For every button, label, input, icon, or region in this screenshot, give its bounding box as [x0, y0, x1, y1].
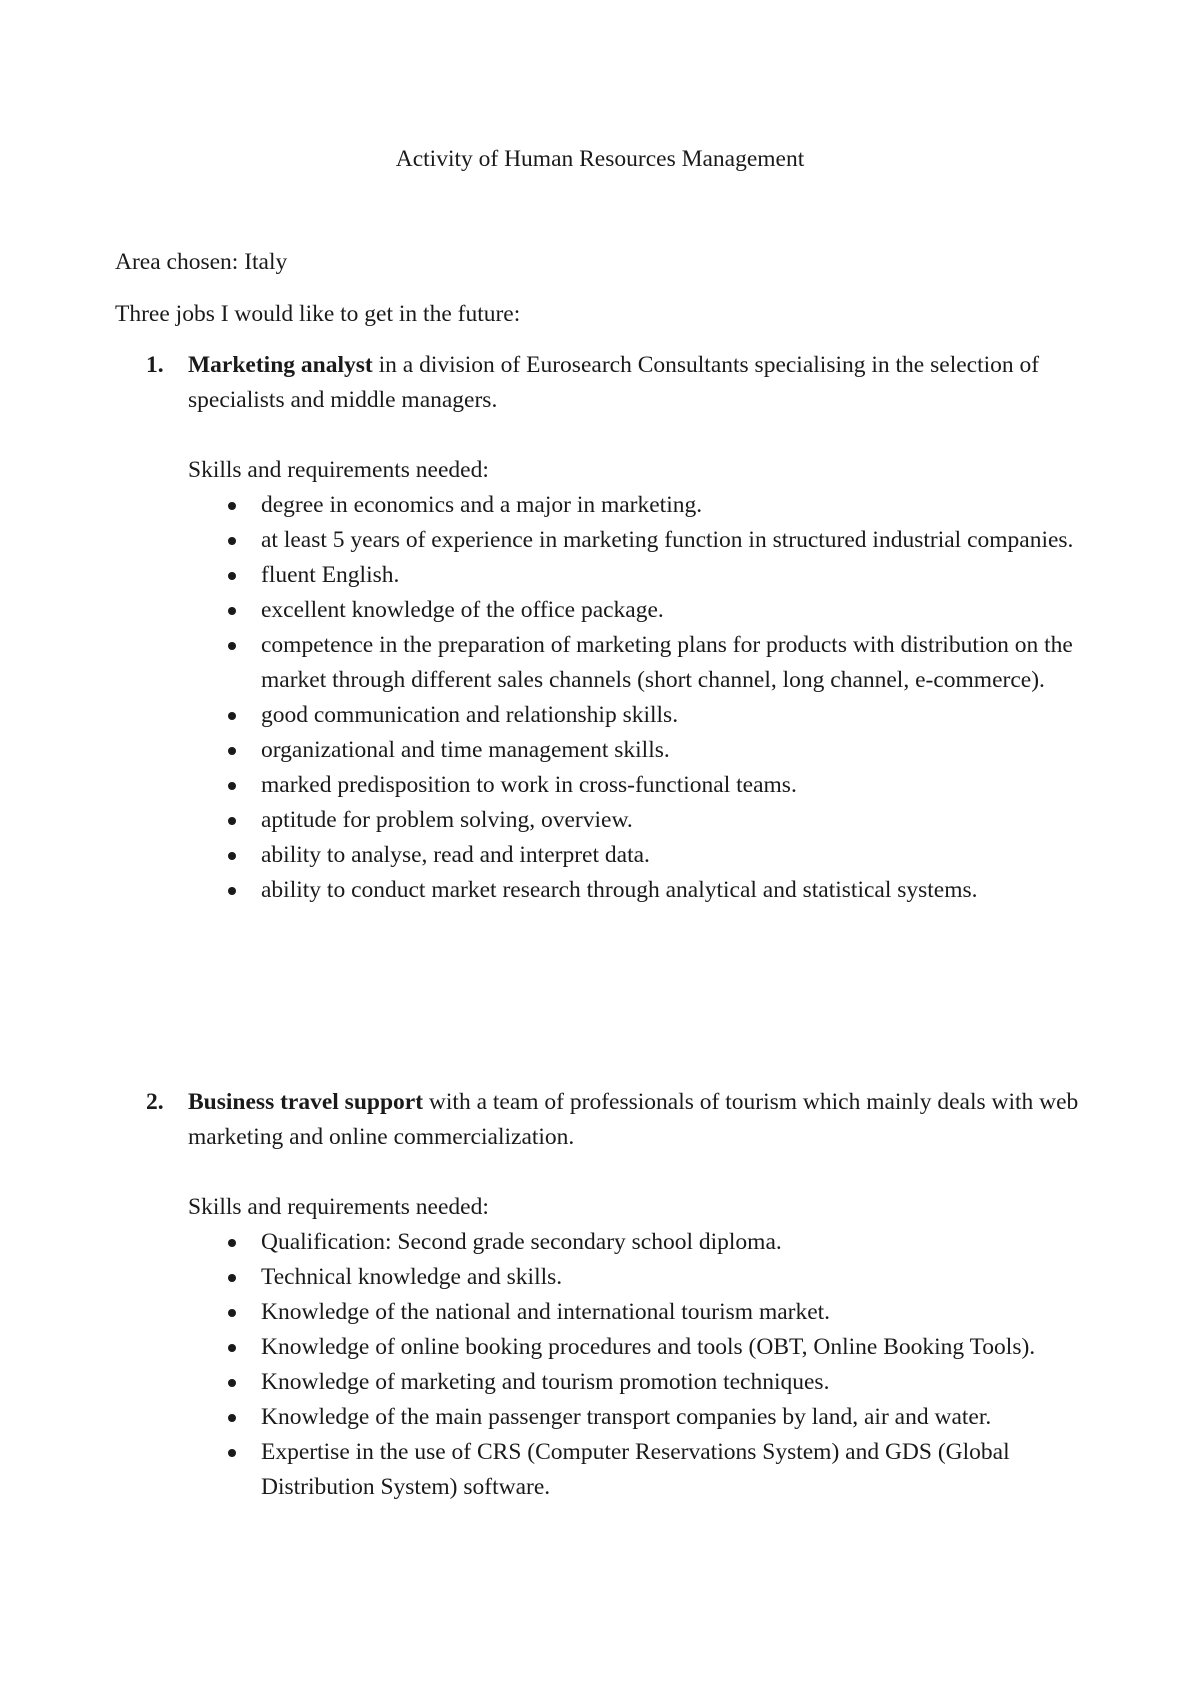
bullet-icon: [228, 1449, 236, 1457]
requirements-list: [0, 1225, 1200, 1505]
requirement-text: Knowledge of the national and international tourism market.: [261, 1299, 831, 1325]
requirements-list: [0, 488, 1200, 908]
bullet-icon: [228, 572, 236, 580]
requirement-item: [261, 733, 1090, 768]
bullet-icon: [228, 782, 236, 790]
requirement-text: ability to conduct market research through analytical and statistical systems.: [261, 877, 978, 903]
requirement-text: marked predisposition to work in cross-functional teams.: [261, 772, 797, 798]
requirement-item: [261, 873, 1090, 908]
job-number: 1.: [146, 352, 164, 378]
bullet-icon: [228, 1239, 236, 1247]
requirement-item: [261, 558, 1090, 593]
requirement-text: Knowledge of marketing and tourism promotion techniques.: [261, 1369, 830, 1395]
bullet-icon: [228, 712, 236, 720]
requirement-text: organizational and time management skills.: [261, 737, 670, 763]
requirement-item: [261, 1435, 1090, 1505]
job-heading: [0, 1085, 1200, 1155]
bullet-icon: [228, 1309, 236, 1317]
requirement-text: competence in the preparation of marketing plans for products with distribution on the market through different sales channels (short channel, long channel, e-commerce).: [261, 632, 1073, 693]
bullet-icon: [228, 1344, 236, 1352]
requirement-text: Knowledge of the main passenger transport companies by land, air and water.: [261, 1404, 992, 1430]
requirement-item: [261, 1365, 1090, 1400]
requirement-text: Technical knowledge and skills.: [261, 1264, 563, 1290]
requirement-text: excellent knowledge of the office package.: [261, 597, 664, 623]
job-description: with a team of professionals of tourism which mainly deals with web marketing and online commercialization.: [188, 1089, 1079, 1150]
job-heading: [0, 348, 1200, 418]
requirement-item: [261, 1225, 1090, 1260]
job-number: 2.: [146, 1089, 164, 1115]
requirement-item: [261, 628, 1090, 698]
requirement-text: ability to analyse, read and interpret data.: [261, 842, 650, 868]
requirement-text: aptitude for problem solving, overview.: [261, 807, 633, 833]
requirement-item: [261, 838, 1090, 873]
bullet-icon: [228, 1379, 236, 1387]
jobs-intro: Three jobs I would like to get in the future:: [115, 301, 521, 327]
area-chosen: Area chosen: Italy: [115, 249, 288, 275]
skills-label: Skills and requirements needed:: [188, 457, 489, 483]
requirement-text: Qualification: Second grade secondary school diploma.: [261, 1229, 782, 1255]
requirement-item: [261, 698, 1090, 733]
job-title: Marketing analyst: [188, 352, 373, 378]
bullet-icon: [228, 747, 236, 755]
bullet-icon: [228, 1274, 236, 1282]
requirement-text: good communication and relationship skills.: [261, 702, 679, 728]
requirement-text: Expertise in the use of CRS (Computer Reservations System) and GDS (Global Distribution System) software.: [261, 1439, 1010, 1500]
skills-label: Skills and requirements needed:: [188, 1194, 489, 1220]
requirement-text: at least 5 years of experience in marketing function in structured industrial companies.: [261, 527, 1074, 553]
bullet-icon: [228, 607, 236, 615]
job-description: in a division of Eurosearch Consultants specialising in the selection of specialists and middle managers.: [188, 352, 1040, 413]
requirement-text: fluent English.: [261, 562, 400, 588]
bullet-icon: [228, 852, 236, 860]
job-section-2: [0, 1085, 1200, 1505]
requirement-item: [261, 1295, 1090, 1330]
requirement-text: Knowledge of online booking procedures and tools (OBT, Online Booking Tools).: [261, 1334, 1036, 1360]
bullet-icon: [228, 887, 236, 895]
requirement-item: [261, 1260, 1090, 1295]
bullet-icon: [228, 502, 236, 510]
requirement-item: [261, 593, 1090, 628]
requirement-item: [261, 768, 1090, 803]
bullet-icon: [228, 1414, 236, 1422]
bullet-icon: [228, 642, 236, 650]
job-section-1: [0, 348, 1200, 908]
job-title: Business travel support: [188, 1089, 424, 1115]
requirement-item: [261, 488, 1090, 523]
requirement-item: [261, 803, 1090, 838]
bullet-icon: [228, 817, 236, 825]
document-title: Activity of Human Resources Management: [395, 146, 805, 172]
requirement-item: [261, 1400, 1090, 1435]
requirement-item: [261, 1330, 1090, 1365]
requirement-item: [261, 523, 1090, 558]
bullet-icon: [228, 537, 236, 545]
requirement-text: degree in economics and a major in marketing.: [261, 492, 703, 518]
